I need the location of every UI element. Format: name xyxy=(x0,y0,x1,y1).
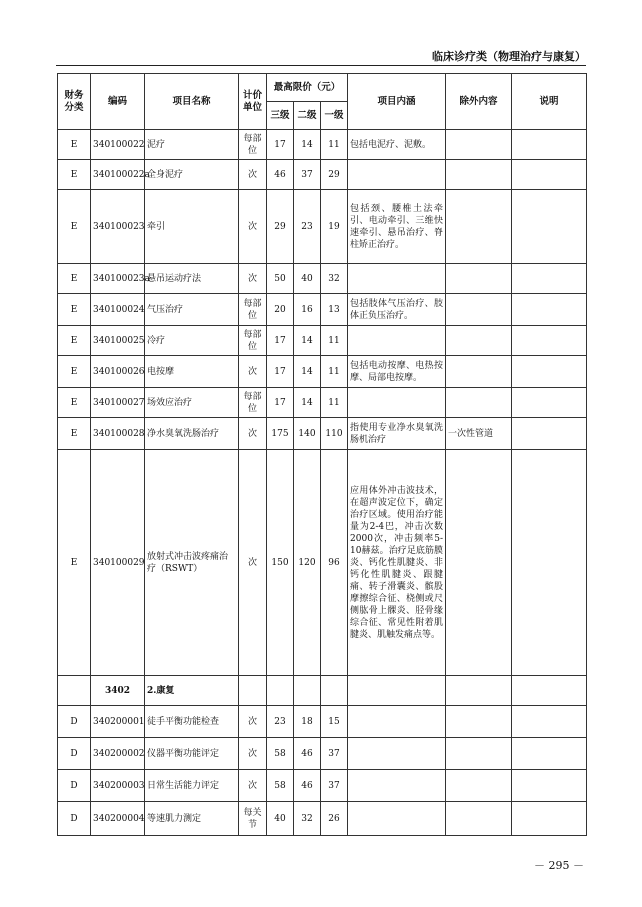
table-row xyxy=(58,802,587,836)
row-exclusions xyxy=(446,706,512,738)
row-code: 340100022 xyxy=(91,130,145,160)
row-code: 340200001 xyxy=(91,706,145,738)
row-price-level2: 14 xyxy=(294,326,321,356)
row-price-level3: 58 xyxy=(267,770,294,802)
row-price-level1: 11 xyxy=(321,326,348,356)
row-content xyxy=(348,738,446,770)
row-notes xyxy=(512,450,587,676)
row-notes xyxy=(512,264,587,294)
row-price-level3: 23 xyxy=(267,706,294,738)
header-rule xyxy=(56,65,586,66)
row-price-level1: 26 xyxy=(321,802,348,836)
row-content xyxy=(348,676,446,706)
row-code: 340100022a xyxy=(91,160,145,190)
row-notes xyxy=(512,418,587,450)
row-price-level1 xyxy=(321,676,348,706)
row-code: 340100024 xyxy=(91,294,145,326)
row-name: 气压治疗 xyxy=(145,294,239,326)
header-unit: 计价 单位 xyxy=(239,74,267,130)
row-exclusions xyxy=(446,676,512,706)
row-notes xyxy=(512,676,587,706)
row-exclusions: 一次性管道 xyxy=(446,418,512,450)
row-exclusions xyxy=(446,160,512,190)
row-content xyxy=(348,706,446,738)
row-category: E xyxy=(58,264,91,294)
row-content xyxy=(348,802,446,836)
table-row xyxy=(58,264,587,294)
row-notes xyxy=(512,356,587,388)
row-unit: 每部 位 xyxy=(239,130,267,160)
row-exclusions xyxy=(446,738,512,770)
row-code: 340100025 xyxy=(91,326,145,356)
row-name: 日常生活能力评定 xyxy=(145,770,239,802)
row-unit: 次 xyxy=(239,738,267,770)
page-number: － 295 － xyxy=(534,859,584,872)
row-category: E xyxy=(58,190,91,264)
row-name: 电按摩 xyxy=(145,356,239,388)
row-notes xyxy=(512,802,587,836)
row-price-level3: 175 xyxy=(267,418,294,450)
row-notes xyxy=(512,388,587,418)
row-category: E xyxy=(58,130,91,160)
row-category: E xyxy=(58,356,91,388)
row-name: 牵引 xyxy=(145,190,239,264)
row-exclusions xyxy=(446,264,512,294)
row-price-level3: 50 xyxy=(267,264,294,294)
row-unit: 次 xyxy=(239,418,267,450)
row-price-level2: 14 xyxy=(294,130,321,160)
row-content: 包括肢体气压治疗、肢体正负压治疗。 xyxy=(348,294,446,326)
row-notes xyxy=(512,130,587,160)
row-price-level2 xyxy=(294,676,321,706)
row-price-level2: 46 xyxy=(294,738,321,770)
row-notes xyxy=(512,738,587,770)
row-price-level3: 58 xyxy=(267,738,294,770)
header-code: 编码 xyxy=(91,74,145,130)
table-body xyxy=(58,130,587,836)
row-notes xyxy=(512,706,587,738)
row-name: 净水臭氧洗肠治疗 xyxy=(145,418,239,450)
row-price-level2: 14 xyxy=(294,388,321,418)
row-category xyxy=(58,676,91,706)
row-unit: 次 xyxy=(239,770,267,802)
table-row xyxy=(58,294,587,326)
row-code: 340100023a xyxy=(91,264,145,294)
row-price-level2: 120 xyxy=(294,450,321,676)
row-price-level1: 11 xyxy=(321,356,348,388)
row-exclusions xyxy=(446,294,512,326)
row-category: D xyxy=(58,770,91,802)
row-price-level2: 16 xyxy=(294,294,321,326)
fee-table xyxy=(57,73,587,836)
header-name: 项目名称 xyxy=(145,74,239,130)
table-row xyxy=(58,706,587,738)
row-notes xyxy=(512,770,587,802)
row-content: 包括颈、腰椎土法牵引、电动牵引、三维快速牵引、悬吊治疗、脊柱矫正治疗。 xyxy=(348,190,446,264)
row-price-level2: 46 xyxy=(294,770,321,802)
row-content: 指使用专业净水臭氧洗肠机治疗 xyxy=(348,418,446,450)
header-exclusions: 除外内容 xyxy=(446,74,512,130)
row-exclusions xyxy=(446,388,512,418)
header-level2: 二级 xyxy=(294,102,321,130)
row-unit: 每部 位 xyxy=(239,294,267,326)
row-price-level2: 32 xyxy=(294,802,321,836)
row-code: 340200003 xyxy=(91,770,145,802)
row-content xyxy=(348,160,446,190)
row-notes xyxy=(512,160,587,190)
row-category: E xyxy=(58,450,91,676)
table-row xyxy=(58,160,587,190)
row-price-level3: 46 xyxy=(267,160,294,190)
row-content: 包括电动按摩、电热按摩、局部电按摩。 xyxy=(348,356,446,388)
row-notes xyxy=(512,294,587,326)
row-price-level1: 15 xyxy=(321,706,348,738)
row-category: D xyxy=(58,738,91,770)
row-exclusions xyxy=(446,130,512,160)
row-code: 340100028 xyxy=(91,418,145,450)
row-price-level2: 23 xyxy=(294,190,321,264)
table-row xyxy=(58,738,587,770)
row-price-level3: 20 xyxy=(267,294,294,326)
row-price-level1: 11 xyxy=(321,388,348,418)
row-exclusions xyxy=(446,326,512,356)
row-unit: 每部 位 xyxy=(239,388,267,418)
row-price-level3: 17 xyxy=(267,356,294,388)
table-row xyxy=(58,450,587,676)
row-unit: 每部 位 xyxy=(239,326,267,356)
row-price-level3 xyxy=(267,676,294,706)
row-price-level3: 17 xyxy=(267,388,294,418)
row-content: 包括电泥疗、泥敷。 xyxy=(348,130,446,160)
row-code: 340100027 xyxy=(91,388,145,418)
row-price-level1: 37 xyxy=(321,770,348,802)
row-code: 340200004 xyxy=(91,802,145,836)
row-exclusions xyxy=(446,770,512,802)
row-name: 仪器平衡功能评定 xyxy=(145,738,239,770)
table-row xyxy=(58,326,587,356)
row-unit: 次 xyxy=(239,356,267,388)
row-price-level2: 14 xyxy=(294,356,321,388)
row-price-level3: 17 xyxy=(267,130,294,160)
row-unit: 次 xyxy=(239,160,267,190)
table-row xyxy=(58,388,587,418)
row-code: 340100023 xyxy=(91,190,145,264)
row-content xyxy=(348,326,446,356)
row-price-level1: 13 xyxy=(321,294,348,326)
row-content xyxy=(348,388,446,418)
running-header: 临床诊疗类（物理治疗与康复） xyxy=(432,50,586,63)
row-name: 放射式冲击波疼痛治疗（RSWT） xyxy=(145,450,239,676)
row-price-level1: 96 xyxy=(321,450,348,676)
row-name: 全身泥疗 xyxy=(145,160,239,190)
row-exclusions xyxy=(446,450,512,676)
row-exclusions xyxy=(446,802,512,836)
header-level3: 三级 xyxy=(267,102,294,130)
row-name: 悬吊运动疗法 xyxy=(145,264,239,294)
row-notes xyxy=(512,326,587,356)
table-row xyxy=(58,356,587,388)
row-price-level3: 40 xyxy=(267,802,294,836)
row-content xyxy=(348,770,446,802)
row-category: E xyxy=(58,418,91,450)
row-unit xyxy=(239,676,267,706)
row-price-level1: 37 xyxy=(321,738,348,770)
row-name: 2.康复 xyxy=(145,676,239,706)
row-price-level1: 19 xyxy=(321,190,348,264)
row-code: 340200002 xyxy=(91,738,145,770)
row-category: E xyxy=(58,294,91,326)
row-name: 徒手平衡功能检查 xyxy=(145,706,239,738)
row-price-level2: 40 xyxy=(294,264,321,294)
row-content: 应用体外冲击波技术，在超声波定位下，确定治疗区域。使用治疗能量为2-4巴，冲击次数2000次，冲击频率5-10赫兹。治疗足底筋膜炎、钙化性肌腱炎、非钙化性肌腱炎、跟腱痛、转子滑囊炎、髌股摩擦综合征、桡侧或尺侧肱骨上髁炎、胫骨缘综合征、常见性附着肌腱炎、肌触发痛点等。 xyxy=(348,450,446,676)
row-unit: 次 xyxy=(239,190,267,264)
row-exclusions xyxy=(446,356,512,388)
row-price-level3: 17 xyxy=(267,326,294,356)
row-price-level3: 150 xyxy=(267,450,294,676)
table-row xyxy=(58,190,587,264)
row-category: E xyxy=(58,388,91,418)
row-code: 340100029 xyxy=(91,450,145,676)
header-max-price: 最高限价（元） xyxy=(267,74,348,102)
row-code: 3402 xyxy=(91,676,145,706)
table-row xyxy=(58,770,587,802)
header-level1: 一级 xyxy=(321,102,348,130)
header-notes: 说明 xyxy=(512,74,587,130)
row-notes xyxy=(512,190,587,264)
row-unit: 次 xyxy=(239,450,267,676)
row-price-level1: 11 xyxy=(321,130,348,160)
row-price-level1: 29 xyxy=(321,160,348,190)
row-category: E xyxy=(58,160,91,190)
table-row xyxy=(58,418,587,450)
row-category: E xyxy=(58,326,91,356)
row-price-level1: 110 xyxy=(321,418,348,450)
row-name: 泥疗 xyxy=(145,130,239,160)
row-price-level3: 29 xyxy=(267,190,294,264)
header-category: 财务 分类 xyxy=(58,74,91,130)
row-name: 场效应治疗 xyxy=(145,388,239,418)
header-content: 项目内涵 xyxy=(348,74,446,130)
row-price-level2: 37 xyxy=(294,160,321,190)
row-price-level1: 32 xyxy=(321,264,348,294)
row-price-level2: 140 xyxy=(294,418,321,450)
row-category: D xyxy=(58,802,91,836)
row-exclusions xyxy=(446,190,512,264)
row-unit: 每关 节 xyxy=(239,802,267,836)
table-row xyxy=(58,130,587,160)
row-content xyxy=(348,264,446,294)
row-name: 冷疗 xyxy=(145,326,239,356)
row-name: 等速肌力测定 xyxy=(145,802,239,836)
row-unit: 次 xyxy=(239,706,267,738)
row-code: 340100026 xyxy=(91,356,145,388)
row-price-level2: 18 xyxy=(294,706,321,738)
row-category: D xyxy=(58,706,91,738)
row-unit: 次 xyxy=(239,264,267,294)
table-row xyxy=(58,676,587,706)
